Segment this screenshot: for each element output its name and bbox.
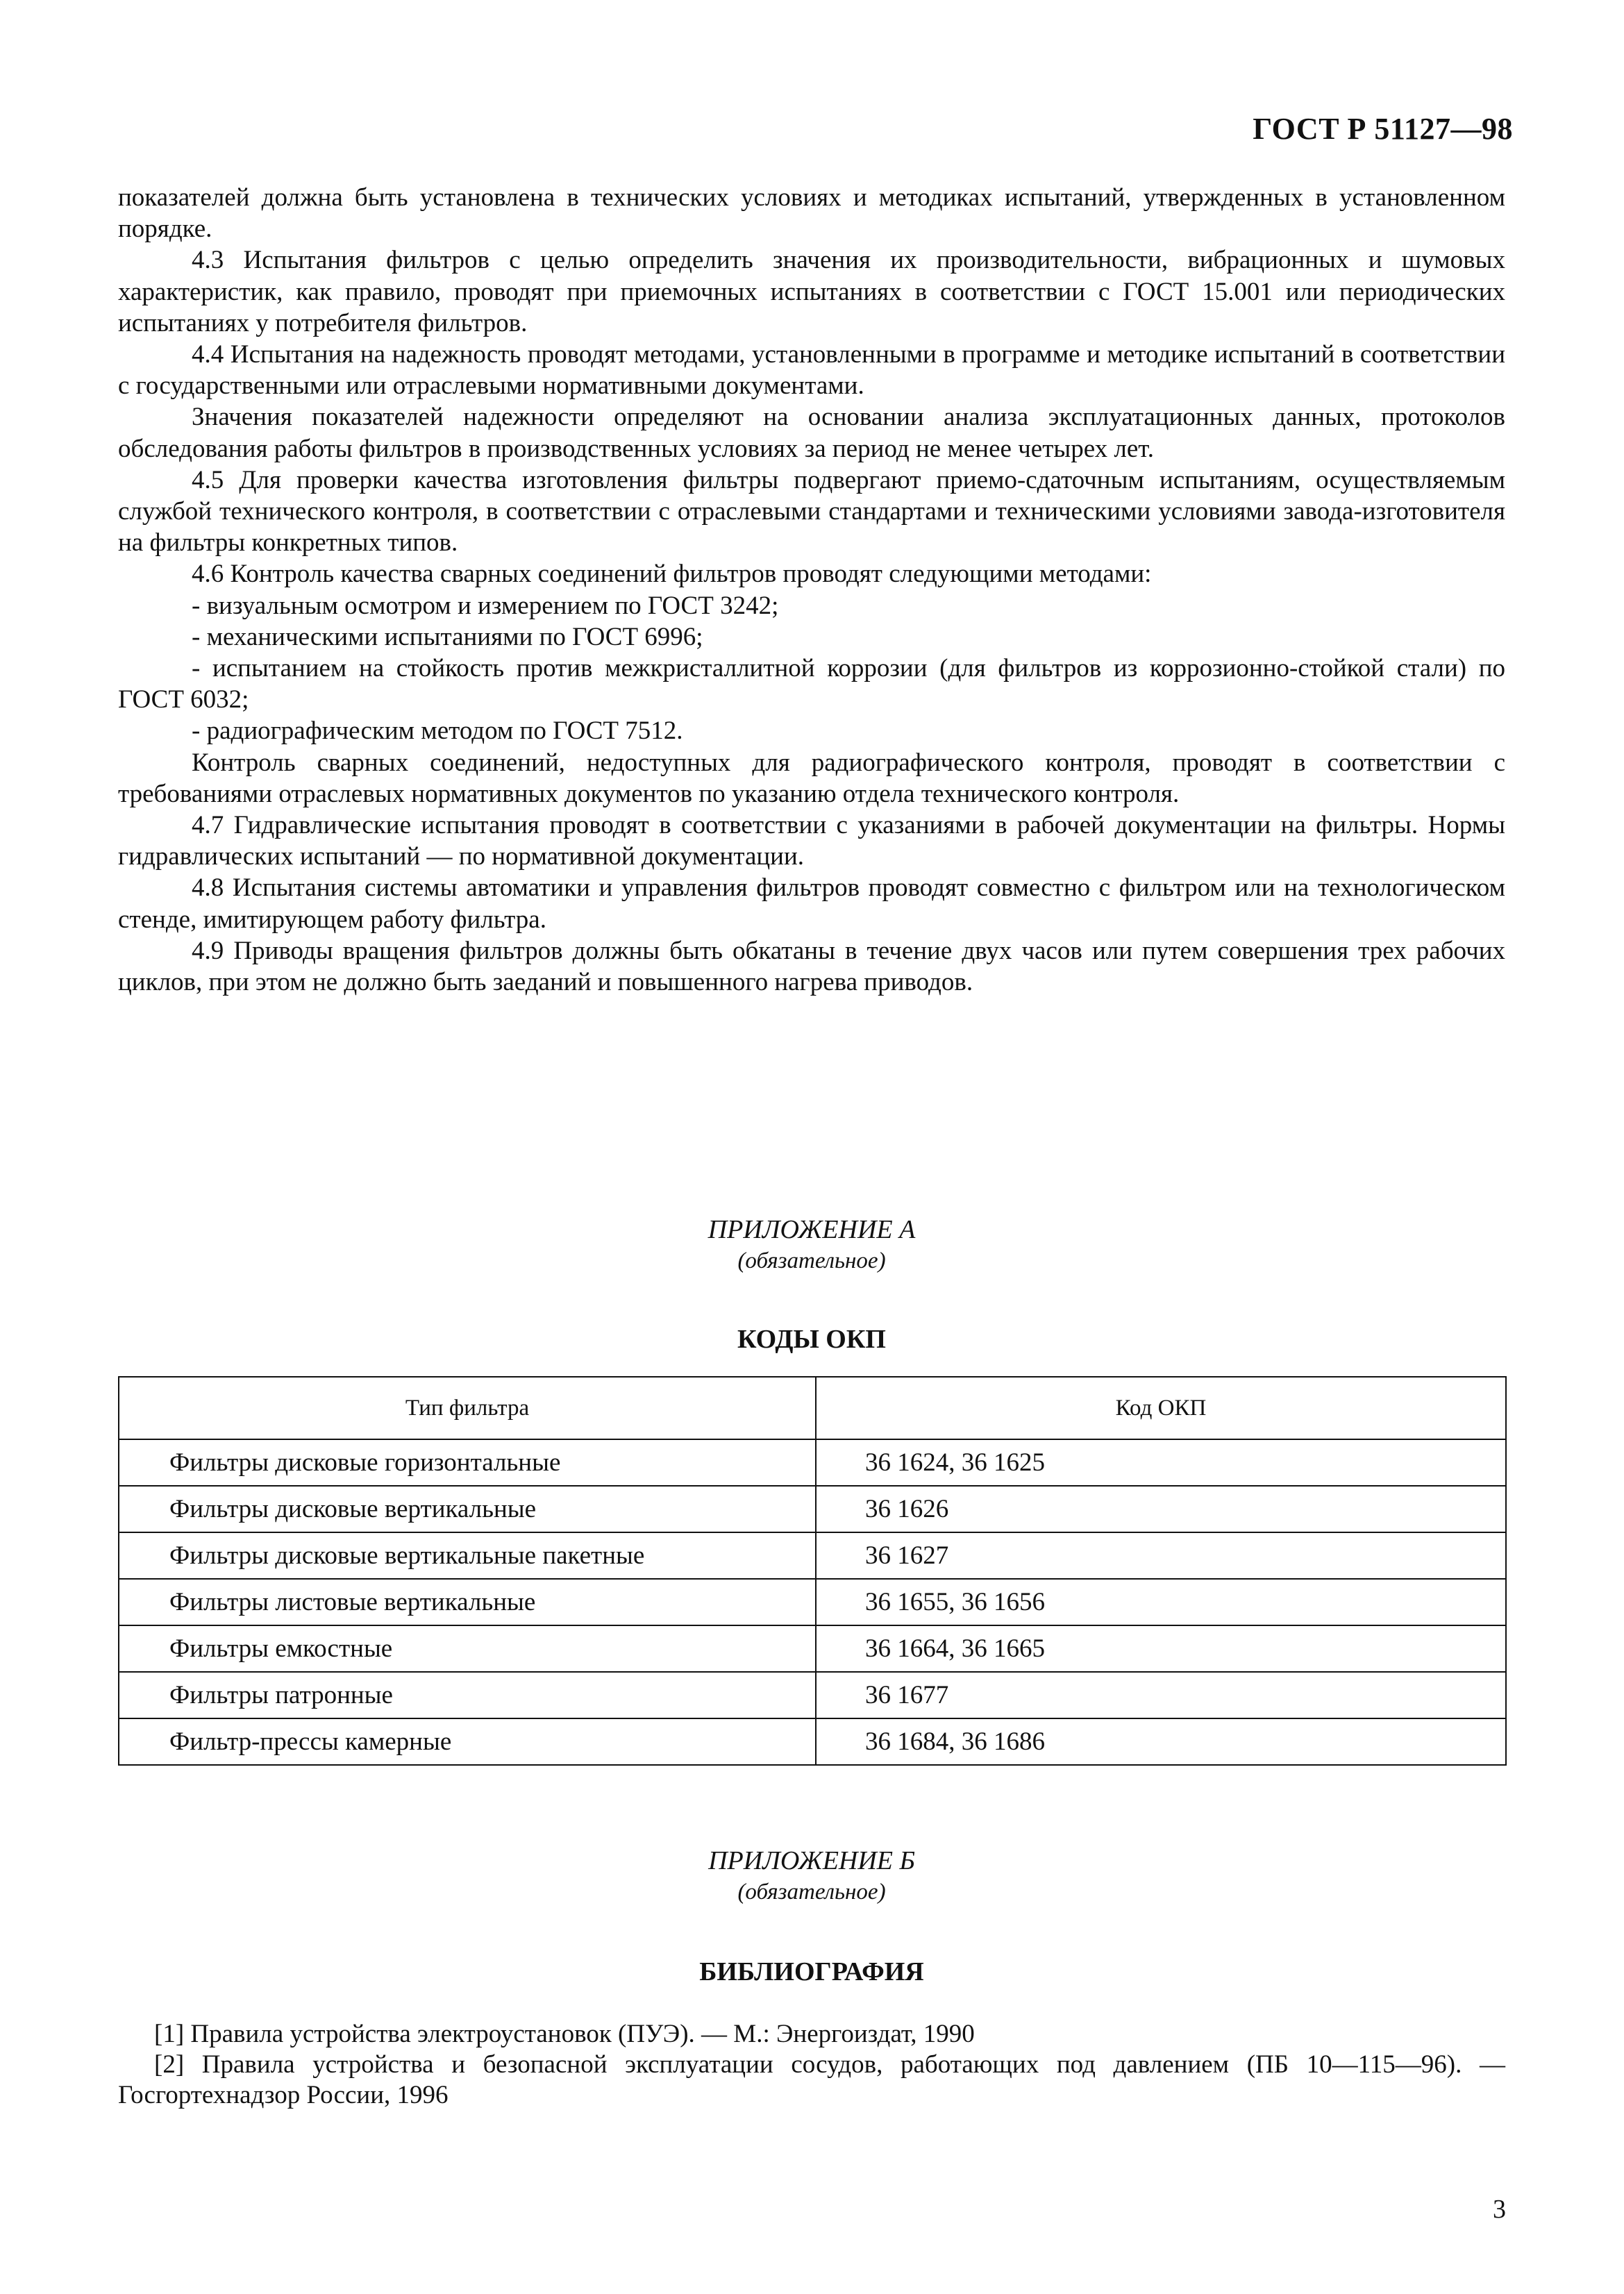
cell-filter-type: Фильтры дисковые горизонтальные [119,1439,816,1486]
table-header-row [119,1377,1506,1439]
paragraph: 4.6 Контроль качества сварных соединений фильтров проводят следующими методами: [192,560,1152,589]
list-item: - визуальным осмотром и измерением по ГОСТ 3242; [192,591,779,620]
paragraph: Контроль сварных соединений, недоступных для радиографического контроля, проводят в соответствии с требованиями отраслевых нормативных документов по указанию отдела технического контроля. [118,748,1505,808]
paragraph: 4.7 Гидравлические испытания проводят в соответствии с указаниями в рабочей документации на фильтры. Нормы гидравлических испытаний — по нормативной документации. [118,811,1505,871]
cell-filter-type: Фильтр-прессы камерные [119,1718,816,1765]
cell-okp-code: 36 1655, 36 1656 [816,1579,1506,1625]
column-header-filter-type: Тип фильтра [119,1377,816,1439]
list-item: - испытанием на стойкость против межкристаллитной коррозии (для фильтров из коррозионно-стойкой стали) по ГОСТ 6032; [118,654,1505,714]
column-header-okp-code: Код ОКП [816,1377,1506,1439]
document-number: ГОСТ Р 51127—98 [1253,112,1513,146]
paragraph: Значения показателей надежности определяют на основании анализа эксплуатационных данных, протоколов обследования работы фильтров в производственных условиях за период не менее четырех лет. [118,403,1505,463]
main-text [118,182,1505,998]
annex-a-label: ПРИЛОЖЕНИЕ А [708,1215,916,1244]
cell-filter-type: Фильтры патронные [119,1672,816,1718]
table-row [119,1672,1506,1718]
cell-okp-code: 36 1624, 36 1625 [816,1439,1506,1486]
table-row [119,1439,1506,1486]
cell-filter-type: Фильтры емкостные [119,1625,816,1672]
table-row [119,1532,1506,1579]
cell-filter-type: Фильтры листовые вертикальные [119,1579,816,1625]
paragraph: показателей должна быть установлена в технических условиях и методиках испытаний, утвержденных в установленном порядке. [118,183,1505,244]
table-row [119,1579,1506,1625]
list-item: - механическими испытаниями по ГОСТ 6996; [192,622,703,651]
cell-filter-type: Фильтры дисковые вертикальные пакетные [119,1532,816,1579]
cell-okp-code: 36 1677 [816,1672,1506,1718]
bibliography-item: [2] Правила устройства и безопасной эксплуатации сосудов, работающих под давлением (ПБ 10—115—96). — Госгортехнадзор России, 1996 [118,2050,1505,2109]
cell-okp-code: 36 1626 [816,1486,1506,1532]
paragraph: 4.5 Для проверки качества изготовления фильтры подвергают приемо-сдаточным испытаниям, осуществляемым службой технического контроля, в соответствии с отраслевыми стандартами и техническими условиями завода-изготовителя на фильтры конкретных типов. [118,465,1505,558]
bibliography-item: [1] Правила устройства электроустановок (ПУЭ). — М.: Энергоиздат, 1990 [154,2020,975,2048]
paragraph: 4.4 Испытания на надежность проводят методами, установленными в программе и методике испытаний в соответствии с государственными или отраслевыми нормативными документами. [118,340,1505,401]
list-item: - радиографическим методом по ГОСТ 7512. [192,717,683,746]
annex-a-title: КОДЫ ОКП [737,1325,886,1354]
bibliography-list [118,2019,1505,2111]
table-row [119,1486,1506,1532]
page-number: 3 [1493,2195,1506,2224]
cell-okp-code: 36 1627 [816,1532,1506,1579]
paragraph: 4.3 Испытания фильтров с целью определить значения их производительности, вибрационных и шумовых характеристик, как правило, проводят при приемочных испытаниях в соответствии с ГОСТ 15.001 или периодических испытаниях у потребителя фильтров. [118,246,1505,337]
cell-filter-type: Фильтры дисковые вертикальные [119,1486,816,1532]
cell-okp-code: 36 1664, 36 1665 [816,1625,1506,1672]
table-row [119,1625,1506,1672]
annex-b-label: ПРИЛОЖЕНИЕ Б [708,1846,915,1875]
okp-codes-table [118,1376,1507,1766]
annex-b-type: (обязательное) [737,1879,886,1904]
annex-a-type: (обязательное) [737,1248,886,1273]
table-row [119,1718,1506,1765]
cell-okp-code: 36 1684, 36 1686 [816,1718,1506,1765]
paragraph: 4.9 Приводы вращения фильтров должны быть обкатаны в течение двух часов или путем совершения трех рабочих циклов, при этом не должно быть заеданий и повышенного нагрева приводов. [118,936,1505,997]
annex-b-title: БИБЛИОГРАФИЯ [699,1957,924,1986]
paragraph: 4.8 Испытания системы автоматики и управления фильтров проводят совместно с фильтром или на технологическом стенде, имитирующем работу фильтра. [118,873,1505,934]
